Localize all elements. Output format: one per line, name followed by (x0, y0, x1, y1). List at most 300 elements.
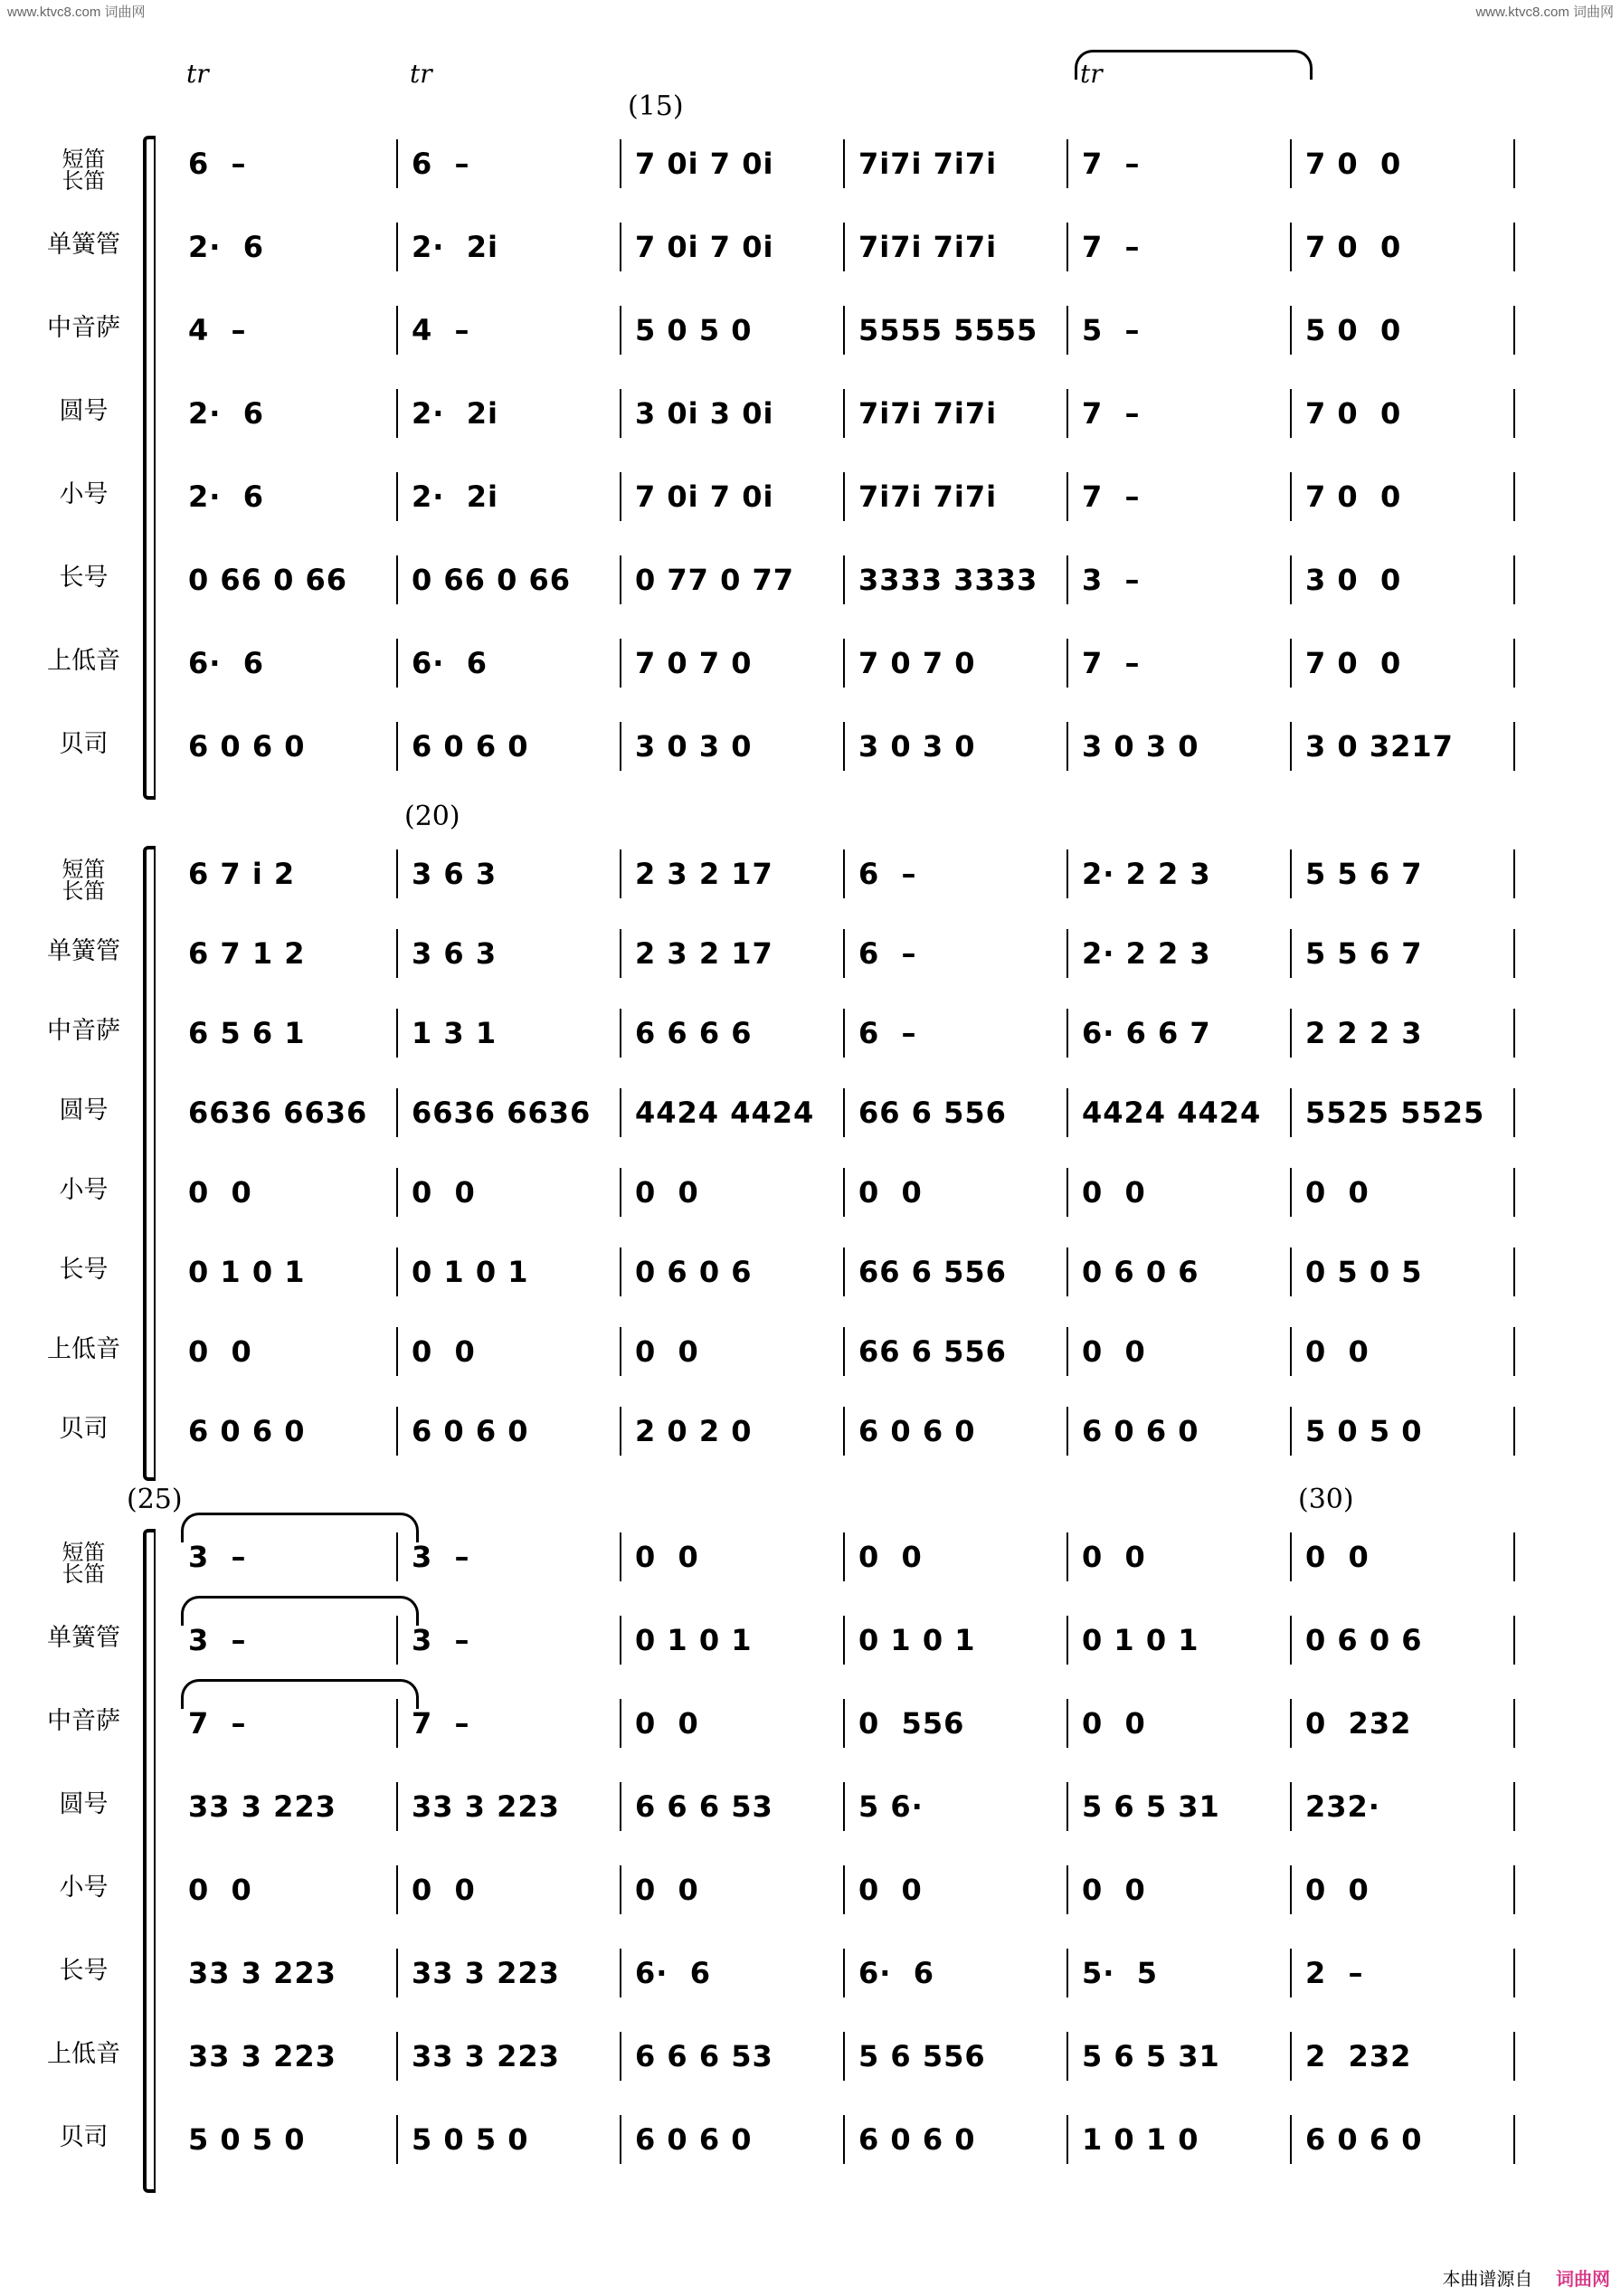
measure-notes: 5 0 5 0 (412, 2122, 529, 2157)
measure (842, 925, 1068, 982)
staff-row (172, 1945, 1515, 2001)
measure (619, 635, 845, 691)
measure-notes: 0 0 (858, 1873, 923, 1907)
measure-number: (20) (404, 801, 460, 832)
measure-notes: 6· 6 (188, 646, 264, 680)
instrument-name: 单簧管 (47, 1624, 120, 1652)
measure (1289, 1164, 1515, 1220)
measure (1066, 2028, 1292, 2084)
staff-row (172, 1403, 1515, 1459)
measure (619, 1403, 845, 1459)
measure (395, 1244, 621, 1300)
measure (172, 1324, 398, 1380)
measure (1289, 1005, 1515, 1061)
measure (1066, 1164, 1292, 1220)
measure (842, 1005, 1068, 1061)
measure-notes: 0 1 0 1 (1082, 1623, 1199, 1657)
measure-notes: 5555 5555 (858, 313, 1038, 347)
measure (619, 1779, 845, 1835)
instrument-name: 小号 (59, 480, 109, 508)
measure-notes: 0 0 (1305, 1175, 1370, 1210)
instrument-name: 中音萨 (47, 1707, 120, 1735)
measure (619, 925, 845, 982)
measure (842, 1529, 1068, 1585)
measure-notes: 7i7i 7i7i (858, 396, 998, 431)
measure-notes: 0 1 0 1 (188, 1255, 306, 1289)
measure (172, 1005, 398, 1061)
measure (172, 302, 398, 358)
score-system (0, 1484, 1621, 2204)
measure-notes: 0 232 (1305, 1706, 1412, 1741)
measure-notes: 33 3 223 (188, 1789, 337, 1824)
measure-notes: 6 0 6 0 (1082, 1414, 1199, 1448)
measure (395, 925, 621, 982)
measure-number: (25) (127, 1484, 183, 1515)
staff-row (172, 552, 1515, 608)
staff-row (172, 469, 1515, 525)
measure-notes: 5525 5525 (1305, 1096, 1485, 1130)
measure (1289, 1695, 1515, 1751)
staff-row (172, 1005, 1515, 1061)
measure-notes: 3 0 0 (1305, 563, 1402, 597)
measure (1289, 1862, 1515, 1918)
measure (1066, 1085, 1292, 1141)
measure (1289, 1612, 1515, 1668)
measure-notes: 5 0 5 0 (188, 2122, 306, 2157)
measure-notes: 6· 6 (858, 1956, 934, 1990)
measure-notes: 7 – (412, 1706, 470, 1741)
measure-notes: 0 0 (635, 1334, 699, 1369)
staff-row (172, 2111, 1515, 2168)
measure-notes: 4424 4424 (1082, 1096, 1262, 1130)
measure-notes: 6 0 6 0 (635, 2122, 753, 2157)
measure-notes: 7 – (188, 1706, 247, 1741)
measure-notes: 7 – (1082, 479, 1141, 514)
measure (172, 846, 398, 902)
measure (172, 1244, 398, 1300)
measure (1289, 1403, 1515, 1459)
measure (395, 1529, 621, 1585)
staff-row (172, 2028, 1515, 2084)
measure-notes: 6 0 6 0 (858, 1414, 976, 1448)
measure-notes: 2 232 (1305, 2039, 1412, 2073)
measure (1289, 635, 1515, 691)
measure-notes: 6 6 6 53 (635, 2039, 773, 2073)
staff-row (172, 846, 1515, 902)
slur (1075, 50, 1313, 80)
trill-ornament: tr (1080, 59, 1103, 89)
measure (619, 2028, 845, 2084)
measure (1289, 846, 1515, 902)
measure (1289, 552, 1515, 608)
measure-notes: 0 0 (858, 1540, 923, 1574)
measure (172, 1085, 398, 1141)
measure-notes: 7 0 0 (1305, 396, 1402, 431)
measure (172, 136, 398, 192)
measure (842, 1403, 1068, 1459)
measure-notes: 5 6· (858, 1789, 924, 1824)
instrument-name: 短笛 长笛 (62, 1540, 106, 1587)
measure (1289, 718, 1515, 774)
measure-notes: 2· 2 2 3 (1082, 936, 1211, 971)
measure (1066, 1005, 1292, 1061)
measure (172, 2111, 398, 2168)
measure (619, 1164, 845, 1220)
measure-notes: 7 0 7 0 (635, 646, 753, 680)
measure-notes: 7i7i 7i7i (858, 230, 998, 264)
measure (1066, 219, 1292, 275)
measure (1066, 1945, 1292, 2001)
measure-notes: 0 0 (1082, 1873, 1146, 1907)
measure-notes: 7 0i 7 0i (635, 479, 774, 514)
measure (1066, 846, 1292, 902)
staff-row (172, 1164, 1515, 1220)
measure (619, 1695, 845, 1751)
measure (842, 219, 1068, 275)
measure (619, 1005, 845, 1061)
measure (1066, 718, 1292, 774)
measure-notes: 3 – (412, 1540, 470, 1574)
instrument-name: 中音萨 (47, 314, 120, 342)
measure-notes: 2· 2i (412, 230, 498, 264)
measure (842, 1164, 1068, 1220)
measure-notes: 6 0 6 0 (1305, 2122, 1423, 2157)
measure (395, 2111, 621, 2168)
slur (181, 1679, 419, 1709)
staff-row (172, 635, 1515, 691)
measure (842, 1324, 1068, 1380)
measure-notes: 7 0 7 0 (858, 646, 976, 680)
instrument-name: 小号 (59, 1176, 109, 1204)
measure-notes: 2 3 2 17 (635, 857, 773, 891)
measure-notes: 6 0 6 0 (412, 1414, 529, 1448)
measure-notes: 0 0 (1082, 1540, 1146, 1574)
measure (1289, 1779, 1515, 1835)
measure-notes: 3 – (188, 1623, 247, 1657)
measure-notes: 33 3 223 (412, 1789, 560, 1824)
instrument-name: 圆号 (59, 1096, 109, 1124)
measure (1066, 469, 1292, 525)
staff-row (172, 925, 1515, 982)
measure (842, 136, 1068, 192)
measure (172, 1779, 398, 1835)
measure-notes: 0 0 (1082, 1175, 1146, 1210)
measure (172, 219, 398, 275)
instrument-name: 单簧管 (47, 231, 120, 259)
measure-notes: 3 0 3 0 (858, 729, 976, 764)
slur (181, 1513, 419, 1542)
measure (1066, 635, 1292, 691)
measure-notes: 5 – (1082, 313, 1141, 347)
staff-row (172, 1324, 1515, 1380)
measure (842, 2028, 1068, 2084)
measure (842, 385, 1068, 441)
measure (395, 1779, 621, 1835)
measure-notes: 6 6 6 53 (635, 1789, 773, 1824)
measure (619, 846, 845, 902)
measure (172, 385, 398, 441)
measure (1066, 1612, 1292, 1668)
measure (1289, 219, 1515, 275)
measure (1066, 552, 1292, 608)
measure (842, 846, 1068, 902)
measure (172, 635, 398, 691)
header-left: www.ktvc8.com 词曲网 (7, 5, 146, 20)
measure (842, 1085, 1068, 1141)
measure (1289, 136, 1515, 192)
measure-notes: 0 1 0 1 (635, 1623, 753, 1657)
measure-notes: 3 – (1082, 563, 1141, 597)
measure-notes: 0 0 (635, 1706, 699, 1741)
measure-notes: 0 5 0 5 (1305, 1255, 1423, 1289)
measure-notes: 6 – (858, 857, 917, 891)
score-system (0, 59, 1621, 811)
measure (619, 1244, 845, 1300)
measure-notes: 7i7i 7i7i (858, 147, 998, 181)
measure (1289, 2111, 1515, 2168)
measure (1289, 1244, 1515, 1300)
measure (395, 1085, 621, 1141)
instrument-name: 中音萨 (47, 1017, 120, 1045)
footer-source: 本曲谱源自 (1442, 2270, 1533, 2290)
measure (619, 302, 845, 358)
measure-notes: 5 0 0 (1305, 313, 1402, 347)
measure-notes: 0 0 (412, 1175, 476, 1210)
measure-notes: 0 6 0 6 (1305, 1623, 1423, 1657)
footer-site-logo[interactable]: 词曲网 (1556, 2270, 1610, 2290)
measure-notes: 7i7i 7i7i (858, 479, 998, 514)
measure (1066, 1779, 1292, 1835)
measure-notes: 3 0 3 0 (1082, 729, 1199, 764)
staff-row (172, 385, 1515, 441)
measure-notes: 66 6 556 (858, 1255, 1007, 1289)
measure (619, 718, 845, 774)
measure (395, 635, 621, 691)
measure (1289, 469, 1515, 525)
measure-notes: 3 – (188, 1540, 247, 1574)
measure-notes: 33 3 223 (412, 1956, 560, 1990)
measure-notes: 7 0 0 (1305, 147, 1402, 181)
measure (842, 1779, 1068, 1835)
measure (842, 552, 1068, 608)
measure-notes: 33 3 223 (188, 2039, 337, 2073)
measure (1289, 2028, 1515, 2084)
measure-notes: 6· 6 (635, 1956, 711, 1990)
measure (842, 718, 1068, 774)
measure (395, 1695, 621, 1751)
instrument-name: 贝司 (59, 1415, 109, 1443)
measure-notes: 0 0 (1082, 1334, 1146, 1369)
measure (842, 1612, 1068, 1668)
measure (1289, 385, 1515, 441)
measure-notes: 2 0 2 0 (635, 1414, 753, 1448)
measure (395, 1403, 621, 1459)
measure-notes: 7 0i 7 0i (635, 147, 774, 181)
measure-notes: 3 0 3217 (1305, 729, 1454, 764)
measure-notes: 5 6 556 (858, 2039, 986, 2073)
measure-notes: 0 0 (1305, 1540, 1370, 1574)
measure (619, 2111, 845, 2168)
measure (395, 718, 621, 774)
measure (619, 1085, 845, 1141)
measure-number: (30) (1298, 1484, 1354, 1515)
instrument-name: 长号 (59, 1256, 109, 1284)
measure-notes: 6· 6 6 7 (1082, 1016, 1211, 1050)
measure (1289, 1085, 1515, 1141)
measure (172, 925, 398, 982)
measure-notes: 6 6 6 6 (635, 1016, 753, 1050)
measure-notes: 0 0 (635, 1540, 699, 1574)
measure-notes: 0 0 (1082, 1706, 1146, 1741)
instrument-name: 长号 (59, 564, 109, 592)
measure (842, 635, 1068, 691)
measure-notes: 66 6 556 (858, 1096, 1007, 1130)
measure-notes: 0 0 (858, 1175, 923, 1210)
measure (395, 219, 621, 275)
measure (395, 2028, 621, 2084)
measure-notes: 5 0 5 0 (1305, 1414, 1423, 1448)
measure-notes: 3 0i 3 0i (635, 396, 774, 431)
measure-notes: 4 – (188, 313, 247, 347)
staff-row (172, 219, 1515, 275)
measure (1066, 1244, 1292, 1300)
measure (842, 1695, 1068, 1751)
measure-notes: 2 2 2 3 (1305, 1016, 1423, 1050)
measure (172, 469, 398, 525)
measure (395, 1164, 621, 1220)
measure-notes: 3333 3333 (858, 563, 1038, 597)
instrument-name: 贝司 (59, 2123, 109, 2151)
instrument-name: 短笛 长笛 (62, 857, 106, 904)
measure-notes: 5 6 5 31 (1082, 1789, 1220, 1824)
measure (1066, 1695, 1292, 1751)
measure (619, 1862, 845, 1918)
measure (1066, 2111, 1292, 2168)
instrument-name: 上低音 (47, 647, 120, 675)
measure (1066, 136, 1292, 192)
measure-notes: 0 66 0 66 (412, 563, 572, 597)
measure (395, 1945, 621, 2001)
measure (1066, 1862, 1292, 1918)
measure-notes: 0 0 (1305, 1873, 1370, 1907)
measure-notes: 7 0 0 (1305, 479, 1402, 514)
measure-notes: 0 6 0 6 (1082, 1255, 1199, 1289)
measure-notes: 0 77 0 77 (635, 563, 795, 597)
measure (395, 1612, 621, 1668)
measure-notes: 3 – (412, 1623, 470, 1657)
measure-notes: 0 1 0 1 (858, 1623, 976, 1657)
measure-notes: 6 7 1 2 (188, 936, 306, 971)
measure (619, 1324, 845, 1380)
staff-row (172, 1085, 1515, 1141)
measure-notes: 7 – (1082, 147, 1141, 181)
measure (395, 469, 621, 525)
score-system (0, 801, 1621, 1492)
measure (1289, 925, 1515, 982)
measure-notes: 33 3 223 (412, 2039, 560, 2073)
measure (1289, 1529, 1515, 1585)
measure (1066, 385, 1292, 441)
measure-notes: 0 0 (188, 1334, 252, 1369)
measure-notes: 6 5 6 1 (188, 1016, 306, 1050)
measure-notes: 0 0 (188, 1873, 252, 1907)
system-line (154, 846, 156, 1481)
measure (395, 846, 621, 902)
measure (172, 552, 398, 608)
measure-notes: 4 – (412, 313, 470, 347)
system-line (154, 1529, 156, 2193)
measure (172, 1945, 398, 2001)
measure-notes: 7 – (1082, 396, 1141, 431)
measure-notes: 6 0 6 0 (858, 2122, 976, 2157)
measure-notes: 6 – (858, 1016, 917, 1050)
measure-notes: 2· 2i (412, 479, 498, 514)
instrument-name: 圆号 (59, 397, 109, 425)
measure (619, 1612, 845, 1668)
instrument-name: 单簧管 (47, 937, 120, 965)
measure-notes: 3 0 3 0 (635, 729, 753, 764)
measure-notes: 232· (1305, 1789, 1380, 1824)
measure (395, 552, 621, 608)
staff-row (172, 718, 1515, 774)
measure (842, 1945, 1068, 2001)
footer (1442, 2264, 1610, 2291)
trill-ornament: tr (186, 59, 209, 89)
measure (842, 2111, 1068, 2168)
measure (395, 1862, 621, 1918)
measure (395, 136, 621, 192)
measure (395, 302, 621, 358)
measure-notes: 7 0 0 (1305, 646, 1402, 680)
measure (1066, 302, 1292, 358)
measure-notes: 2· 2 2 3 (1082, 857, 1211, 891)
measure-notes: 5· 5 (1082, 1956, 1158, 1990)
measure-notes: 0 0 (635, 1175, 699, 1210)
measure-notes: 6636 6636 (412, 1096, 592, 1130)
measure (619, 219, 845, 275)
measure-notes: 2· 6 (188, 230, 264, 264)
instrument-name: 上低音 (47, 2040, 120, 2068)
measure-notes: 2· 6 (188, 396, 264, 431)
measure-notes: 5 5 6 7 (1305, 857, 1423, 891)
measure-notes: 7 0i 7 0i (635, 230, 774, 264)
measure-notes: 0 556 (858, 1706, 965, 1741)
measure-notes: 5 6 5 31 (1082, 2039, 1220, 2073)
measure-notes: 6636 6636 (188, 1096, 368, 1130)
measure-notes: 3 6 3 (412, 936, 498, 971)
measure (1066, 1403, 1292, 1459)
measure (842, 1862, 1068, 1918)
staff-row (172, 302, 1515, 358)
measure-notes: 6 0 6 0 (188, 729, 306, 764)
measure-notes: 0 6 0 6 (635, 1255, 753, 1289)
measure-notes: 2 3 2 17 (635, 936, 773, 971)
measure-notes: 66 6 556 (858, 1334, 1007, 1369)
staff-row (172, 136, 1515, 192)
measure-notes: 5 5 6 7 (1305, 936, 1423, 971)
measure-notes: 2· 2i (412, 396, 498, 431)
measure (172, 2028, 398, 2084)
measure-notes: 0 0 (412, 1873, 476, 1907)
measure-notes: 7 – (1082, 646, 1141, 680)
measure-notes: 0 0 (188, 1175, 252, 1210)
measure-notes: 6 – (188, 147, 247, 181)
measure-notes: 0 0 (1305, 1334, 1370, 1369)
measure-notes: 6 0 6 0 (188, 1414, 306, 1448)
instrument-name: 圆号 (59, 1790, 109, 1818)
measure (172, 718, 398, 774)
measure-notes: 2 – (1305, 1956, 1364, 1990)
